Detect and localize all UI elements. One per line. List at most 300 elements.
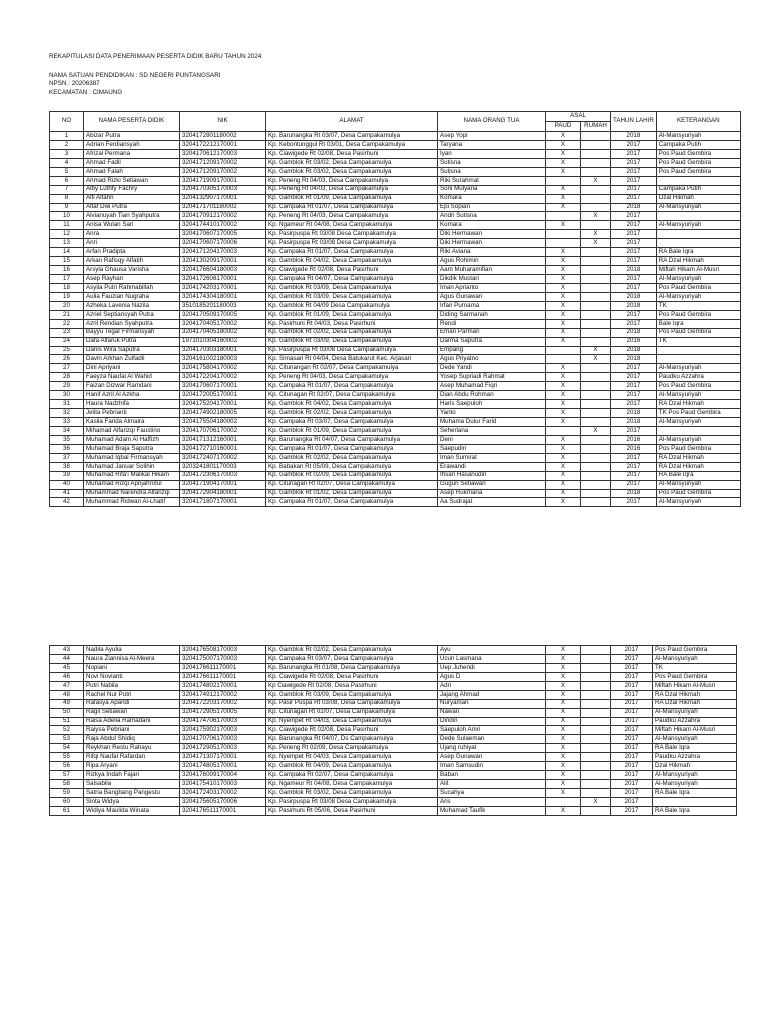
cell-tahun-lahir: 2017 (611, 780, 653, 789)
cell-keterangan (656, 239, 740, 248)
cell-rumah (581, 167, 611, 176)
cell-tahun-lahir: 2017 (611, 275, 657, 284)
cell-nik: 3204171701180002 (180, 203, 266, 212)
cell-tahun-lahir: 2017 (611, 699, 653, 708)
cell-keterangan: Pos Paud Gembira (653, 672, 737, 681)
cell-orang-tua: Diki Hermawan (438, 230, 546, 239)
table-row (50, 185, 741, 194)
cell-tahun-lahir: 2018 (611, 292, 657, 301)
npsn: NPSN : 20206387 (49, 80, 100, 88)
cell-rumah (581, 418, 611, 427)
cell-nama: Raiysa Pebriani (84, 726, 180, 735)
cell-orang-tua: Asep Yopi (438, 132, 546, 141)
cell-nama: Azril Rendian Syahputra (84, 319, 180, 328)
cell-paud: X (546, 699, 581, 708)
cell-keterangan: RA Bale Iqra (656, 471, 740, 480)
cell-tahun-lahir: 2017 (611, 735, 653, 744)
cell-keterangan: Pos Paud Gembira (656, 328, 740, 337)
cell-rumah: X (581, 426, 611, 435)
cell-rumah (581, 292, 611, 301)
cell-orang-tua: Asep Gunawan (438, 753, 546, 762)
cell-no: 37 (50, 453, 84, 462)
cell-nama: Nadila Ayulia (84, 646, 180, 655)
cell-keterangan: Pos Paud Gembira (653, 646, 737, 655)
cell-keterangan (656, 346, 740, 355)
cell-paud: X (546, 762, 581, 771)
cell-orang-tua: Ucun Lasmana (438, 654, 546, 663)
cell-tahun-lahir: 2017 (611, 690, 653, 699)
cell-rumah (581, 762, 611, 771)
table-row (50, 158, 741, 167)
cell-rumah (581, 328, 611, 337)
table-row (50, 498, 741, 507)
cell-no: 12 (50, 230, 84, 239)
cell-rumah (581, 319, 611, 328)
cell-nama: Anisa Wulan Sari (84, 221, 180, 230)
cell-rumah (581, 203, 611, 212)
cell-paud: X (546, 319, 581, 328)
cell-keterangan: RA Bale Iqra (653, 744, 737, 753)
cell-tahun-lahir: 2017 (611, 663, 653, 672)
cell-orang-tua: Iman Aprianto (438, 283, 546, 292)
cell-paud: X (546, 391, 581, 400)
cell-orang-tua: Iman Samsudin (438, 762, 546, 771)
table-row (50, 744, 737, 753)
cell-nama: Anra (84, 230, 180, 239)
cell-paud: X (546, 248, 581, 257)
cell-alamat: Kp. Nyempet Rt 04/03, Desa Campakamulya (266, 753, 438, 762)
cell-no: 44 (50, 654, 84, 663)
cell-rumah (581, 498, 611, 507)
cell-keterangan: Paudku Azzahra (656, 373, 740, 382)
cell-no: 50 (50, 708, 84, 717)
cell-orang-tua: Darma Saputra (438, 337, 546, 346)
cell-keterangan: Al-Mansyuriyah (656, 292, 740, 301)
cell-no: 35 (50, 435, 84, 444)
cell-nik: 3204175204170001 (180, 400, 266, 409)
cell-rumah (581, 221, 611, 230)
document-title: REKAPITULASI DATA PENERIMAAN PESERTA DIDIK BARU TAHUN 2024 (49, 53, 262, 60)
cell-keterangan: TK (653, 663, 737, 672)
cell-nik: 3204174805170001 (180, 762, 266, 771)
cell-paud: X (546, 364, 581, 373)
cell-rumah (581, 453, 611, 462)
cell-no: 33 (50, 418, 84, 427)
cell-rumah (581, 257, 611, 266)
cell-orang-tua: Sutisna (438, 158, 546, 167)
cell-no: 57 (50, 771, 84, 780)
cell-nik: 3204170706170002 (180, 426, 266, 435)
cell-tahun-lahir: 2017 (611, 149, 657, 158)
cell-no: 58 (50, 780, 84, 789)
cell-paud: X (546, 292, 581, 301)
cell-paud: X (546, 185, 581, 194)
cell-paud: X (546, 771, 581, 780)
table-row (50, 735, 737, 744)
table-row (50, 462, 741, 471)
cell-alamat: Kp. Gamblok Rt 03/09, Desa Campakamulya (266, 292, 438, 301)
cell-tahun-lahir: 2018 (611, 266, 657, 275)
table-row (50, 726, 737, 735)
cell-paud: X (546, 149, 581, 158)
cell-keterangan: Pos Paud Gembira (656, 149, 740, 158)
cell-orang-tua: Saepuloh Amri (438, 726, 546, 735)
cell-alamat: Kp. Babakan Rt 05/09, Desa Campakamulya (266, 462, 438, 471)
cell-orang-tua: Aris (438, 797, 546, 806)
cell-rumah: X (581, 797, 611, 806)
cell-nama: Dini Apriyani (84, 364, 180, 373)
cell-nik: 3204170405170002 (180, 319, 266, 328)
cell-paud (546, 346, 581, 355)
cell-nik: 3204172403170002 (180, 789, 266, 798)
col-tahun-lahir: TAHUN LAHIR (611, 112, 657, 132)
col-rumah: RUMAH (581, 122, 611, 132)
cell-no: 40 (50, 480, 84, 489)
cell-nik: 3204171904170001 (180, 480, 266, 489)
table-row (50, 140, 741, 149)
cell-nama: Arsyla Ghausa Varisha (84, 266, 180, 275)
cell-no: 2 (50, 140, 84, 149)
cell-orang-tua: Deni (438, 435, 546, 444)
cell-rumah: X (581, 230, 611, 239)
cell-tahun-lahir: 2018 (611, 301, 657, 310)
cell-rumah (581, 409, 611, 418)
cell-no: 16 (50, 266, 84, 275)
table-row (50, 149, 741, 158)
cell-paud: X (546, 654, 581, 663)
cell-keterangan: Al-Mansyuriyah (656, 480, 740, 489)
cell-paud: X (546, 257, 581, 266)
cell-keterangan: Campaka Putih (656, 140, 740, 149)
cell-tahun-lahir: 2018 (611, 203, 657, 212)
cell-nama: Haura Nadzhifa (84, 400, 180, 409)
table-row (50, 681, 737, 690)
table-row (50, 797, 737, 806)
cell-no: 59 (50, 789, 84, 798)
cell-keterangan: Al-Mansyuriyah (656, 418, 740, 427)
cell-no: 36 (50, 444, 84, 453)
cell-alamat: Kp. Pasirpuspa Rt 03/08 Desa Campakamulya (266, 239, 438, 248)
cell-tahun-lahir: 2017 (611, 239, 657, 248)
cell-nama: Muhamad Rifa'i Malikal Hikam (84, 471, 180, 480)
cell-alamat: Kp. Ciawigede Rt 02/08, Desa Pasirhuni (266, 266, 438, 275)
cell-tahun-lahir: 2017 (611, 230, 657, 239)
cell-alamat: Kp. Citunagan Rt 02/07, Desa Campakamulya (266, 391, 438, 400)
cell-nik: 3204172608170001 (180, 275, 266, 284)
cell-keterangan: TK (656, 301, 740, 310)
cell-no: 4 (50, 158, 84, 167)
cell-alamat: Kp. Campaka Rt 04/07, Desa Campakamulya (266, 275, 438, 284)
cell-tahun-lahir: 2017 (611, 400, 657, 409)
cell-tahun-lahir: 2016 (611, 435, 657, 444)
cell-keterangan: Al-Mansyuriyah (656, 275, 740, 284)
cell-alamat: Kp. Pasirpuspa Rt 03/08 Desa Campakamulya (266, 797, 438, 806)
cell-orang-tua: Seherlana (438, 426, 546, 435)
cell-paud (546, 239, 581, 248)
school-name: NAMA SATUAN PENDIDIKAN : SD NEGERI PUNTANGSARI (49, 71, 221, 79)
cell-rumah (581, 646, 611, 655)
cell-no: 47 (50, 681, 84, 690)
table-row (50, 471, 741, 480)
cell-nik: 3204161002180003 (180, 355, 266, 364)
cell-rumah (581, 471, 611, 480)
cell-nama: Sinta Widya (84, 797, 180, 806)
cell-paud: X (546, 221, 581, 230)
cell-nik: 3204170607170005 (180, 230, 266, 239)
cell-nama: Muhamad Januar Solihin (84, 462, 180, 471)
cell-paud: X (546, 489, 581, 498)
cell-paud: X (546, 789, 581, 798)
cell-orang-tua: Komara (438, 221, 546, 230)
cell-paud: X (546, 663, 581, 672)
cell-alamat: Kp. Ngameur Rt 04/08, Desa Campakamulya (266, 780, 438, 789)
cell-nama: Alfi Alfahri (84, 194, 180, 203)
cell-no: 42 (50, 498, 84, 507)
cell-rumah (581, 140, 611, 149)
cell-nama: Ahmad Fadil (84, 158, 180, 167)
cell-alamat: Kp. Gamblok Rt 04/02, Desa Campakamulya (266, 400, 438, 409)
cell-tahun-lahir: 2017 (611, 681, 653, 690)
cell-nik: 3204171307170001 (180, 753, 266, 762)
cell-nama: Muhamad Braja Saputra (84, 444, 180, 453)
table-row (50, 771, 737, 780)
cell-keterangan: RA Dzal Hikmah (656, 257, 740, 266)
cell-rumah (581, 480, 611, 489)
cell-paud: X (546, 132, 581, 141)
cell-tahun-lahir: 2017 (611, 462, 657, 471)
cell-rumah (581, 672, 611, 681)
table-row (50, 319, 741, 328)
cell-tahun-lahir: 2016 (611, 444, 657, 453)
cell-no: 46 (50, 672, 84, 681)
cell-tahun-lahir: 2018 (611, 489, 657, 498)
table-row (50, 708, 737, 717)
cell-tahun-lahir: 2018 (611, 355, 657, 364)
cell-alamat: Kp. Campaka Rt 01/07, Desa Campakamulya (266, 248, 438, 257)
cell-nama: Muhammad Ridwan Al-Lhatif (84, 498, 180, 507)
table-row (50, 489, 741, 498)
cell-keterangan: Pos Paud Gembira (656, 489, 740, 498)
cell-keterangan (656, 355, 740, 364)
cell-keterangan: TK Pos Paud Gembira (656, 409, 740, 418)
cell-rumah (581, 726, 611, 735)
cell-nik: 3204172203170002 (180, 699, 266, 708)
cell-paud (546, 176, 581, 185)
cell-alamat: Kp. Ciawigede Rt 02/08, Desa Pasirhuni (266, 672, 438, 681)
cell-paud: X (546, 753, 581, 762)
cell-nik: 3203241801170003 (180, 462, 266, 471)
cell-rumah (581, 753, 611, 762)
table-row (50, 283, 741, 292)
table-row (50, 806, 737, 815)
cell-nik: 3204171312160001 (180, 435, 266, 444)
cell-rumah (581, 382, 611, 391)
cell-keterangan (656, 176, 740, 185)
cell-keterangan: Al-Mansyuriyah (656, 221, 740, 230)
cell-nama: Satria Bangbang Pangestu (84, 789, 180, 798)
cell-orang-tua: Haris Saepuloh (438, 400, 546, 409)
cell-keterangan: Pos Paud Gembira (656, 444, 740, 453)
cell-no: 34 (50, 426, 84, 435)
cell-tahun-lahir: 2017 (611, 140, 657, 149)
cell-keterangan: Al-Mansyuriyah (653, 771, 737, 780)
cell-no: 48 (50, 690, 84, 699)
cell-paud: X (546, 435, 581, 444)
cell-alamat: Kp. Ciawigede Rt 02/08, Desa Pasirhuni (266, 726, 438, 735)
cell-nama: Alby Luthfy Fachry (84, 185, 180, 194)
cell-keterangan (656, 426, 740, 435)
cell-orang-tua: Riki Surahmat (438, 176, 546, 185)
table-row (50, 789, 737, 798)
table-row (50, 346, 741, 355)
cell-no: 22 (50, 319, 84, 328)
cell-alamat: Kp. Pasir Puspa Rt 03/08, Desa Campakamulya (266, 699, 438, 708)
cell-orang-tua: Dede Yandi (438, 364, 546, 373)
cell-no: 60 (50, 797, 84, 806)
cell-keterangan: RA Dzal Hikmah (653, 690, 737, 699)
cell-orang-tua: Aa Sudrajat (438, 498, 546, 507)
cell-alamat: Kp. Gamblok Rt 03/09, Desa Campakamulya (266, 690, 438, 699)
cell-tahun-lahir: 2017 (611, 453, 657, 462)
cell-tahun-lahir: 2016 (611, 337, 657, 346)
cell-alamat: Kp. Campaka Rt 03/07, Desa Campakamulya (266, 654, 438, 663)
cell-paud: X (546, 328, 581, 337)
cell-orang-tua: Asep Rukmana (438, 489, 546, 498)
col-orang-tua: NAMA ORANG TUA (438, 112, 546, 132)
cell-nama: Nopiani (84, 663, 180, 672)
table-row (50, 409, 741, 418)
cell-rumah (581, 310, 611, 319)
cell-rumah (581, 699, 611, 708)
cell-no: 32 (50, 409, 84, 418)
student-table-continued (49, 645, 737, 816)
cell-tahun-lahir: 2018 (611, 418, 657, 427)
cell-tahun-lahir: 2017 (611, 185, 657, 194)
cell-no: 28 (50, 373, 84, 382)
cell-nama: Asep Rayhan (84, 275, 180, 284)
cell-nama: Kasila Farida Almaira (84, 418, 180, 427)
cell-keterangan: Pos Paud Gembira (656, 310, 740, 319)
table-row (50, 654, 737, 663)
cell-paud: X (546, 498, 581, 507)
table-row (50, 355, 741, 364)
cell-nama: Putri Nabila (84, 681, 180, 690)
cell-nama: Novi Novianti (84, 672, 180, 681)
cell-nik: 3204171209170002 (180, 167, 266, 176)
cell-rumah: X (581, 176, 611, 185)
cell-tahun-lahir: 2017 (611, 382, 657, 391)
cell-alamat: Kp. Ngameur Rt 04/08, Desa Campakamulya (266, 221, 438, 230)
cell-nik: 3204172306170003 (180, 471, 266, 480)
cell-alamat: Kp. Peneng Rt 04/03, Desa Campakamulya (266, 373, 438, 382)
cell-nik: 3510185201180003 (180, 301, 266, 310)
cell-nik: 3204170912170002 (180, 212, 266, 221)
cell-orang-tua: Nawan (438, 708, 546, 717)
table-row (50, 373, 741, 382)
cell-orang-tua: Ihsan Hasanudin (438, 471, 546, 480)
cell-tahun-lahir: 2017 (611, 717, 653, 726)
cell-nama: Adrian Ferdiansyah (84, 140, 180, 149)
cell-orang-tua: Agus Gunawan (438, 292, 546, 301)
cell-tahun-lahir: 2017 (611, 283, 657, 292)
cell-orang-tua: Taryana (438, 140, 546, 149)
cell-tahun-lahir: 2017 (611, 806, 653, 815)
table-row (50, 221, 741, 230)
cell-nik: 3204172005170001 (180, 391, 266, 400)
cell-nama: Ragil Setiawan (84, 708, 180, 717)
cell-tahun-lahir: 2017 (611, 426, 657, 435)
cell-nama: Raja Abdul Shidiq (84, 735, 180, 744)
cell-nik: 3204176604180003 (180, 266, 266, 275)
cell-orang-tua: Baban (438, 771, 546, 780)
cell-nama: Jelita Pebrianti (84, 409, 180, 418)
cell-rumah (581, 400, 611, 409)
cell-orang-tua: Aam Muharamifian (438, 266, 546, 275)
cell-nama: Altaf Dwi Putra (84, 203, 180, 212)
col-asal: ASAL (546, 112, 611, 122)
col-alamat: ALAMAT (266, 112, 438, 132)
cell-no: 1 (50, 132, 84, 141)
cell-nama: Muhamad Adam Al Haffizh (84, 435, 180, 444)
cell-nik: 3204175902170003 (180, 726, 266, 735)
cell-alamat: Kp Ciawigede Rt 02/08, Desa Pasirhuni (266, 681, 438, 690)
cell-paud: X (546, 283, 581, 292)
cell-no: 39 (50, 471, 84, 480)
cell-alamat: Kp. Campaka Rt 01/07, Desa Campakamulya (266, 382, 438, 391)
cell-nama: Reykhan Restu Rahayu (84, 744, 180, 753)
cell-paud: X (546, 453, 581, 462)
cell-nama: Rafasya Apandi (84, 699, 180, 708)
cell-orang-tua: Ujang ruhiyat (438, 744, 546, 753)
table-row (50, 248, 741, 257)
cell-orang-tua: Alit (438, 780, 546, 789)
cell-rumah (581, 663, 611, 672)
cell-nama: Arkan Rafisqy Alfatih (84, 257, 180, 266)
cell-nik: 3204175504180002 (180, 418, 266, 427)
cell-paud: X (546, 409, 581, 418)
cell-paud: X (546, 203, 581, 212)
cell-no: 18 (50, 283, 84, 292)
cell-nama: Hanif Azril Al Azkha (84, 391, 180, 400)
cell-no: 27 (50, 364, 84, 373)
cell-alamat: Kp. Citunagan Rt 02/07, Desa Campakamulya (266, 480, 438, 489)
cell-alamat: Kp. Gamblok Rt 02/09, Desa Campakamulya (266, 471, 438, 480)
table-row (50, 239, 741, 248)
cell-keterangan: Miftah Hikam Al-Musri (653, 681, 737, 690)
cell-no: 55 (50, 753, 84, 762)
cell-orang-tua: Agus Rohimin (438, 257, 546, 266)
cell-alamat: Kp. Campaka Rt 03/07, Desa Campakamulya (266, 418, 438, 427)
cell-rumah (581, 708, 611, 717)
cell-keterangan: RA Dzal Hikmah (653, 699, 737, 708)
cell-tahun-lahir: 2017 (611, 167, 657, 176)
table-row (50, 762, 737, 771)
cell-rumah (581, 364, 611, 373)
cell-alamat: Kp. Gamblok Rt 03/09, Desa Campakamulya (266, 283, 438, 292)
cell-orang-tua: Dede Sulaeman (438, 735, 546, 744)
cell-rumah (581, 690, 611, 699)
cell-rumah (581, 744, 611, 753)
cell-alamat: Kp. Campaka Rt 01/07, Desa Campakamulya (266, 498, 438, 507)
cell-paud (546, 797, 581, 806)
table-row (50, 699, 737, 708)
cell-paud (546, 426, 581, 435)
cell-nik: 3204176009170004 (180, 771, 266, 780)
cell-paud: X (546, 266, 581, 275)
cell-paud: X (546, 167, 581, 176)
cell-rumah (581, 806, 611, 815)
cell-no: 52 (50, 726, 84, 735)
